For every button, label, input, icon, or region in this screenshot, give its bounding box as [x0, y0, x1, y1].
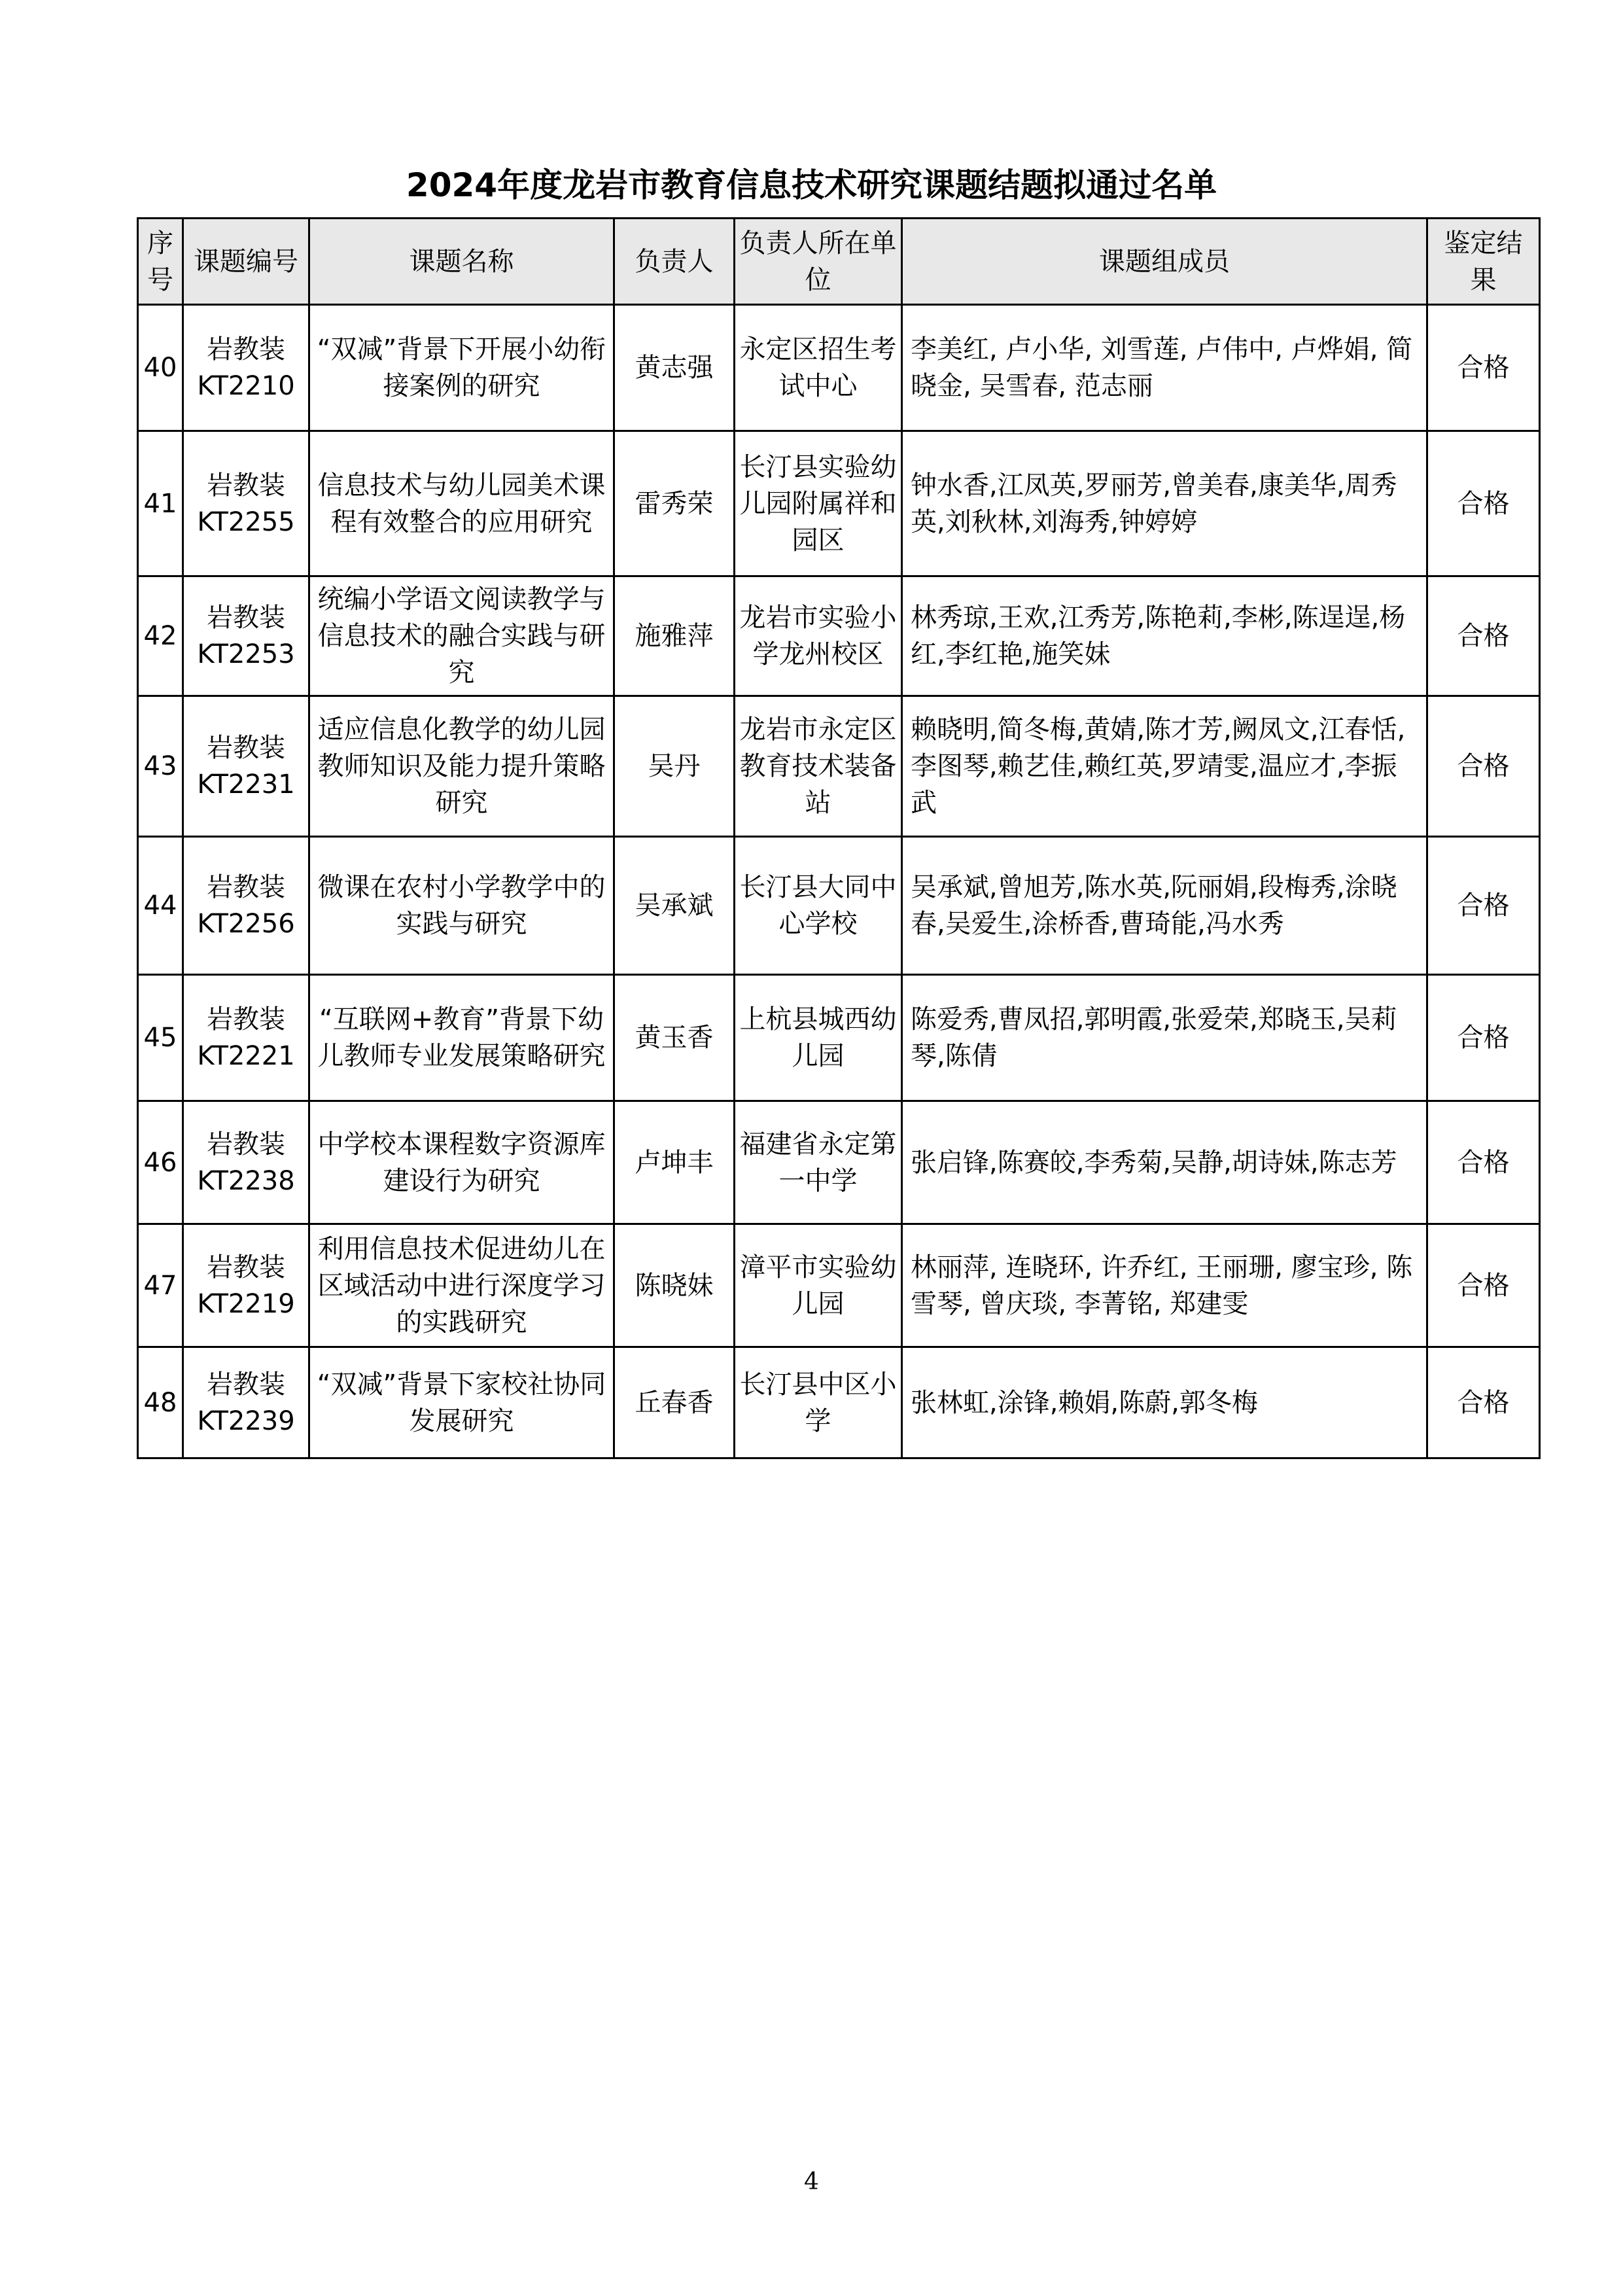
header-leader: 负责人 — [614, 219, 735, 305]
row-leader: 雷秀荣 — [614, 431, 735, 576]
row-members: 林丽萍, 连晓环, 许乔红, 王丽珊, 廖宝珍, 陈雪琴, 曾庆琰, 李菁铭, 郑建雯 — [902, 1224, 1427, 1347]
row-result: 合格 — [1427, 975, 1540, 1101]
row-leader: 吴承斌 — [614, 837, 735, 975]
row-members: 赖晓明,简冬梅,黄婧,陈才芳,阙凤文,江春恬,李图琴,赖艺佳,赖红英,罗靖雯,温应才,李振武 — [902, 696, 1427, 837]
header-result: 鉴定结果 — [1427, 219, 1540, 305]
row-unit: 龙岩市实验小学龙州校区 — [735, 576, 902, 696]
page-number: 4 — [804, 2168, 819, 2195]
row-code: 岩教装KT2221 — [183, 975, 309, 1101]
row-result: 合格 — [1427, 1224, 1540, 1347]
row-index: 41 — [138, 431, 183, 576]
row-leader: 施雅萍 — [614, 576, 735, 696]
row-result: 合格 — [1427, 837, 1540, 975]
table-row — [138, 1101, 1540, 1224]
row-unit: 漳平市实验幼儿园 — [735, 1224, 902, 1347]
row-name: “双减”背景下开展小幼衔接案例的研究 — [309, 305, 614, 431]
row-unit: 长汀县中区小学 — [735, 1347, 902, 1458]
row-result: 合格 — [1427, 1101, 1540, 1224]
row-index: 46 — [138, 1101, 183, 1224]
row-leader: 陈晓妹 — [614, 1224, 735, 1347]
header-index: 序号 — [138, 219, 183, 305]
row-name: 信息技术与幼儿园美术课程有效整合的应用研究 — [309, 431, 614, 576]
row-index: 48 — [138, 1347, 183, 1458]
row-code: 岩教装KT2219 — [183, 1224, 309, 1347]
row-result: 合格 — [1427, 576, 1540, 696]
row-index: 43 — [138, 696, 183, 837]
row-members: 陈爱秀,曹凤招,郭明霞,张爱荣,郑晓玉,吴莉琴,陈倩 — [902, 975, 1427, 1101]
row-index: 47 — [138, 1224, 183, 1347]
row-code: 岩教装KT2256 — [183, 837, 309, 975]
row-leader: 丘春香 — [614, 1347, 735, 1458]
row-unit: 永定区招生考试中心 — [735, 305, 902, 431]
row-unit: 长汀县实验幼儿园附属祥和园区 — [735, 431, 902, 576]
row-name: 中学校本课程数字资源库建设行为研究 — [309, 1101, 614, 1224]
row-result: 合格 — [1427, 1347, 1540, 1458]
row-code: 岩教装KT2239 — [183, 1347, 309, 1458]
row-code: 岩教装KT2231 — [183, 696, 309, 837]
row-result: 合格 — [1427, 431, 1540, 576]
row-members: 吴承斌,曾旭芳,陈水英,阮丽娟,段梅秀,涂晓春,吴爱生,涂桥香,曹琦能,冯水秀 — [902, 837, 1427, 975]
table-row — [138, 576, 1540, 696]
table-row — [138, 1224, 1540, 1347]
table-row — [138, 696, 1540, 837]
row-unit: 上杭县城西幼儿园 — [735, 975, 902, 1101]
row-index: 44 — [138, 837, 183, 975]
table-row — [138, 305, 1540, 431]
row-members: 钟水香,江凤英,罗丽芳,曾美春,康美华,周秀英,刘秋林,刘海秀,钟婷婷 — [902, 431, 1427, 576]
row-leader: 黄志强 — [614, 305, 735, 431]
header-members: 课题组成员 — [902, 219, 1427, 305]
row-unit: 福建省永定第一中学 — [735, 1101, 902, 1224]
row-unit: 长汀县大同中心学校 — [735, 837, 902, 975]
row-index: 42 — [138, 576, 183, 696]
row-leader: 黄玉香 — [614, 975, 735, 1101]
header-name: 课题名称 — [309, 219, 614, 305]
row-members: 张林虹,涂锋,赖娟,陈蔚,郭冬梅 — [902, 1347, 1427, 1458]
row-members: 林秀琼,王欢,江秀芳,陈艳莉,李彬,陈逞逞,杨红,李红艳,施笑妹 — [902, 576, 1427, 696]
row-unit: 龙岩市永定区教育技术装备站 — [735, 696, 902, 837]
page-title: 2024年度龙岩市教育信息技术研究课题结题拟通过名单 — [406, 166, 1217, 204]
header-unit: 负责人所在单位 — [735, 219, 902, 305]
row-name: “互联网+教育”背景下幼儿教师专业发展策略研究 — [309, 975, 614, 1101]
row-name: 利用信息技术促进幼儿在区域活动中进行深度学习的实践研究 — [309, 1224, 614, 1347]
row-name: “双减”背景下家校社协同发展研究 — [309, 1347, 614, 1458]
table-header-row — [138, 219, 1540, 305]
row-members: 张启锋,陈赛皎,李秀菊,吴静,胡诗妹,陈志芳 — [902, 1101, 1427, 1224]
row-leader: 卢坤丰 — [614, 1101, 735, 1224]
row-index: 45 — [138, 975, 183, 1101]
row-result: 合格 — [1427, 305, 1540, 431]
row-code: 岩教装KT2255 — [183, 431, 309, 576]
row-leader: 吴丹 — [614, 696, 735, 837]
row-name: 适应信息化教学的幼儿园教师知识及能力提升策略研究 — [309, 696, 614, 837]
row-result: 合格 — [1427, 696, 1540, 837]
row-code: 岩教装KT2253 — [183, 576, 309, 696]
result-table — [137, 217, 1541, 1459]
table-row — [138, 1347, 1540, 1458]
table-row — [138, 837, 1540, 975]
row-index: 40 — [138, 305, 183, 431]
table-row — [138, 975, 1540, 1101]
header-code: 课题编号 — [183, 219, 309, 305]
row-name: 微课在农村小学教学中的实践与研究 — [309, 837, 614, 975]
row-code: 岩教装KT2238 — [183, 1101, 309, 1224]
row-members: 李美红, 卢小华, 刘雪莲, 卢伟中, 卢烨娟, 简晓金, 吴雪春, 范志丽 — [902, 305, 1427, 431]
row-code: 岩教装KT2210 — [183, 305, 309, 431]
row-name: 统编小学语文阅读教学与信息技术的融合实践与研究 — [309, 576, 614, 696]
table-row — [138, 431, 1540, 576]
